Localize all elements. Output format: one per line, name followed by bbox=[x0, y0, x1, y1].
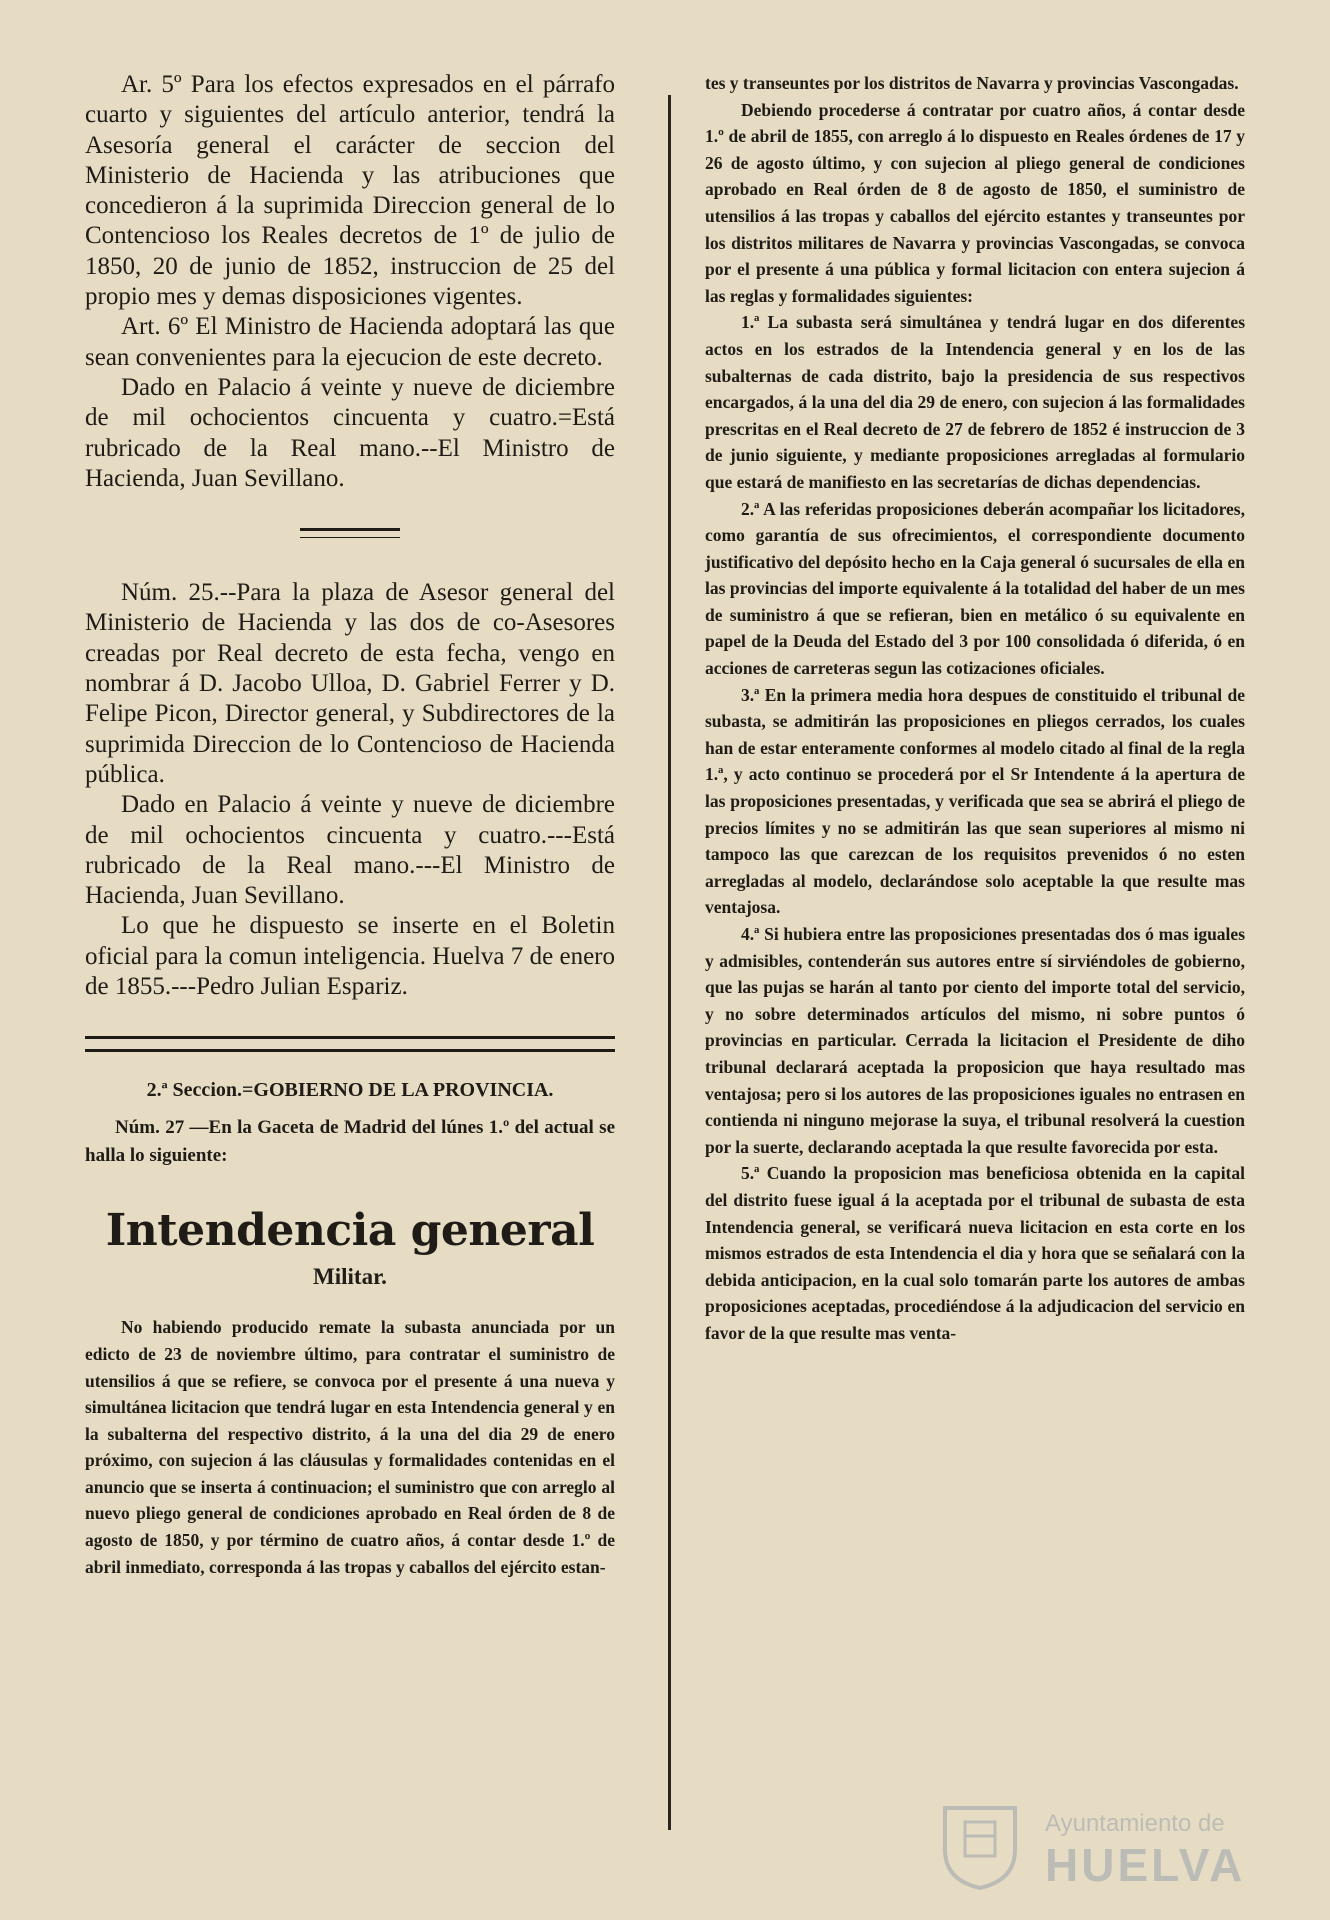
auction-notice-body: No habiendo producido remate la subasta anunciada por un edicto de 23 de noviembre último, para contratar el suministro de utensilios á que se refiere, se convoca por el presente á una nueva y simultánea licitacion que tendrá lugar en esta Intendencia general y en la subalterna del respectivo distrito, á la una del dia 29 de enero próximo, con sujecion á las cláusulas y formalidades contenidas en el anuncio que se inserta á continuacion; el suministro que con arreglo al nuevo pliego general de condiciones aprobado en Real órden de 8 de agosto de 1850, y por término de cuatro años, á contar desde 1.º de abril inmediato, corresponda á las tropas y caballos del ejército estan- bbox=[85, 1317, 615, 1577]
rule-2: 2.ª A las referidas proposiciones deberán acompañar los licitadores, como garantía de sus ofrecimientos, el correspondiente documento justificativo del depósito hecho en la Caja general ó sucursales de ella en las provincias del importe equivalente á la totalidad del haber de un mes de suministro á que se refieran, bien en metálico ó su equivalente en papel de la Deuda del Estado del 3 por 100 consolidada ó diferida, ó en acciones de carreteras segun las cotizaciones oficiales. bbox=[705, 498, 1245, 679]
column-divider bbox=[668, 95, 671, 1830]
decree-signature-2: Dado en Palacio á veinte y nueve de diciembre de mil ochocientos cincuenta y cuatro.---Está rubricado de la Real mano.---El Ministro de Hacienda, Juan Sevillano. bbox=[85, 791, 615, 910]
appointment-num-25: Núm. 25.--Para la plaza de Asesor general del Ministerio de Hacienda y las dos de co-Asesores creadas por Real decreto de esta fecha, vengo en nombrar á D. Jacobo Ulloa, D. Gabriel Ferrer y D. Felipe Picon, Director general, y Subdirectores de la suprimida Direccion de lo Contencioso de Hacienda pública. bbox=[85, 579, 615, 788]
governor-note: Lo que he dispuesto se inserte en el Boletin oficial para la comun inteligencia. Huelva 7 de enero de 1855.---Pedro Julian Espariz. bbox=[85, 912, 615, 1001]
section-divider bbox=[85, 1036, 615, 1052]
article-5: Ar. 5º Para los efectos expresados en el párrafo cuarto y siguientes del artículo anterior, tendrá la Asesoría general el carácter de seccion del Ministerio de Hacienda y las atribuciones que concedieron á la suprimida Direccion general de lo Contencioso los Reales decretos de 1º de julio de 1850, 20 de junio de 1852, instruccion de 25 del propio mes y demas disposiciones vigentes. bbox=[85, 71, 615, 311]
intendencia-subtitle: Militar. bbox=[313, 1264, 387, 1290]
short-divider bbox=[300, 528, 400, 538]
article-6: Art. 6º El Ministro de Hacienda adoptará las que sean convenientes para la ejecucion de este decreto. bbox=[85, 313, 615, 371]
auction-notice bbox=[85, 1314, 615, 1580]
coat-of-arms-icon bbox=[935, 1800, 1025, 1890]
decree-signature-1: Dado en Palacio á veinte y nueve de diciembre de mil ochocientos cincuenta y cuatro.=Está rubricado de la Real mano.--El Ministro de Hacienda, Juan Sevillano. bbox=[85, 373, 615, 492]
rule-5: 5.ª Cuando la proposicion mas beneficiosa obtenida en la capital del distrito fuese igual á la aceptada por el tribunal de subasta de esta Intendencia general, se verificará nueva licitacion en esta corte en los mismos estrados de esta Intendencia el dia y hora que se señalará con la debida anticipacion, en la cual solo tomarán parte los autores de ambas proposiciones aceptadas, procediéndose á la adjudicacion del servicio en favor de la que resulte mas venta- bbox=[705, 1163, 1245, 1343]
right-column bbox=[705, 70, 1245, 1347]
num-27-text: Núm. 27 —En la Gaceta de Madrid del lúnes 1.º del actual se halla lo siguiente: bbox=[85, 1117, 615, 1167]
left-column bbox=[85, 70, 615, 1580]
rule-4: 4.ª Si hubiera entre las proposiciones presentadas dos ó mas iguales y admisibles, contenderán sus autores entre sí sirviéndoles de gobierno, que las pujas se harán al tanto por ciento del importe total del servicio, y no sobre determinados artículos del mismo, ni sobre puntos ó provincias en particular. Cerrada la licitacion el Presidente de diho tribunal declarará aceptada la proposicion que haya resultado mas ventajosa; pero si los autores de las proposiciones iguales no entrasen en contienda ni ninguno mejorase la suya, el tribunal resolverá la cuestion por la suerte, declarando aceptada la que resulte favorecida por esta. bbox=[705, 924, 1245, 1157]
watermark-line-1: Ayuntamiento de bbox=[1045, 1810, 1225, 1837]
archive-watermark bbox=[935, 1800, 1255, 1890]
continued-text: tes y transeuntes por los distritos de Navarra y provincias Vascongadas. bbox=[705, 73, 1239, 93]
intendencia-title: Intendencia general bbox=[105, 1205, 595, 1257]
section-heading: 2.ª Seccion.=GOBIERNO DE LA PROVINCIA. bbox=[146, 1079, 554, 1102]
rule-3: 3.ª En la primera media hora despues de constituido el tribunal de subasta, se admitirán las proposiciones en pliegos cerrados, los cuales han de estar enteramente conformes al modelo citado al final de la regla 1.ª, y acto continuo se procederá por el Sr Intendente á la apertura de las proposiciones presentadas, y verificada que sea se abrirá el pliego de precios límites y no se admitirán las que sean superiores al mismo ni tampoco las que carezcan de los requisitos prevenidos ó no esten arregladas al modelo, declarándose solo aceptable la que resulte mas ventajosa. bbox=[705, 684, 1245, 918]
watermark-line-2: HUELVA bbox=[1045, 1839, 1246, 1891]
rule-1: 1.ª La subasta será simultánea y tendrá lugar en dos diferentes actos en los estrados de la Intendencia general y en los de las subalternas de cada distrito, bajo la presidencia de sus respectivos encargados, á la una del dia 29 de enero, con sujecion á las formalidades prescritas en el Real decreto de 27 de febrero de 1852 é instruccion de 3 de junio siguiente, y mediante proposiciones arregladas al formulario que estará de manifiesto en las secretarías de dichas dependencias. bbox=[705, 312, 1245, 492]
convocation-paragraph: Debiendo procederse á contratar por cuatro años, á contar desde 1.º de abril de 1855, con arreglo á lo dispuesto en Reales órdenes de 17 y 26 de agosto último, y con sujecion al pliego general de condiciones aprobado en Real órden de 8 de agosto de 1850, el suministro de utensilios á las tropas y caballos del ejército estantes y transeuntes por los distritos militares de Navarra y provincias Vascongadas, se convoca por el presente á una pública y formal licitacion con entera sujecion á las reglas y formalidades siguientes: bbox=[705, 99, 1245, 306]
gazette-intro bbox=[85, 1114, 615, 1170]
